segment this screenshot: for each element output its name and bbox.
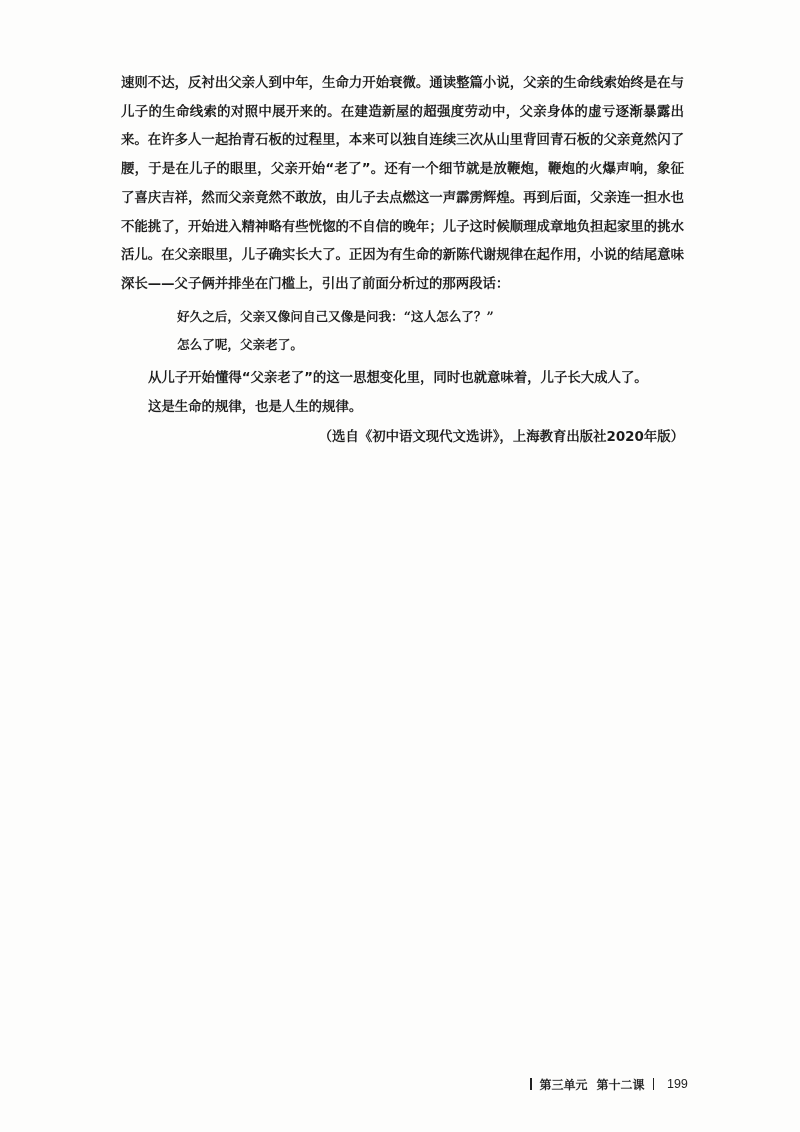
closing-line: 这是生命的规律，也是人生的规律。 bbox=[148, 400, 363, 415]
body-paragraph bbox=[121, 70, 684, 300]
footer-divider bbox=[530, 1078, 532, 1090]
paragraph-line: 速则不达，反衬出父亲人到中年，生命力开始衰微。通读整篇小说，父亲的生命线索始终是在与 bbox=[121, 76, 684, 91]
paragraph-line: 来。在许多人一起抬青石板的过程里，本来可以独自连续三次从山里背回青石板的父亲竟然闪了 bbox=[121, 133, 684, 149]
closing-line: 从儿子开始懂得“父亲老了”的这一思想变化里，同时也就意味着，儿子长大成人了。 bbox=[148, 371, 648, 386]
page-footer bbox=[530, 1076, 688, 1092]
paragraph-line: 深长——父子俩并排坐在门槛上，引出了前面分析过的那两段话： bbox=[121, 276, 510, 292]
closing-paragraphs bbox=[148, 364, 684, 422]
paragraph-line: 儿子的生命线索的对照中展开来的。在建造新屋的超强度劳动中，父亲身体的虚亏逐渐暴露出 bbox=[121, 104, 684, 120]
paragraph-line: 了喜庆吉祥，然而父亲竟然不敢放，由儿子去点燃这一声霹雳辉煌。再到后面，父亲连一担水也 bbox=[121, 190, 684, 206]
quoted-passage bbox=[177, 303, 657, 359]
footer-unit: 第三单元 bbox=[539, 1077, 588, 1092]
footer-divider bbox=[653, 1078, 655, 1090]
paragraph-line: 腰，于是在儿子的眼里，父亲开始“老了”。还有一个细节就是放鞭炮，鞭炮的火爆声响，象征 bbox=[121, 162, 684, 178]
paragraph-line: 不能挑了，开始进入精神略有些恍惚的不自信的晚年；儿子这时候顺理成章地负担起家里的挑水 bbox=[121, 219, 684, 235]
page-number: 199 bbox=[667, 1077, 688, 1091]
footer-lesson: 第十二课 bbox=[596, 1077, 645, 1092]
quote-line: 好久之后，父亲又像问自己又像是问我：“这人怎么了？” bbox=[177, 309, 494, 324]
quote-line: 怎么了呢，父亲老了。 bbox=[177, 337, 303, 352]
source-citation: （选自《初中语文现代文选讲》，上海教育出版社2020年版） bbox=[318, 430, 684, 445]
paragraph-line: 活儿。在父亲眼里，儿子确实长大了。正因为有生命的新陈代谢规律在起作用，小说的结尾意味 bbox=[121, 248, 684, 264]
